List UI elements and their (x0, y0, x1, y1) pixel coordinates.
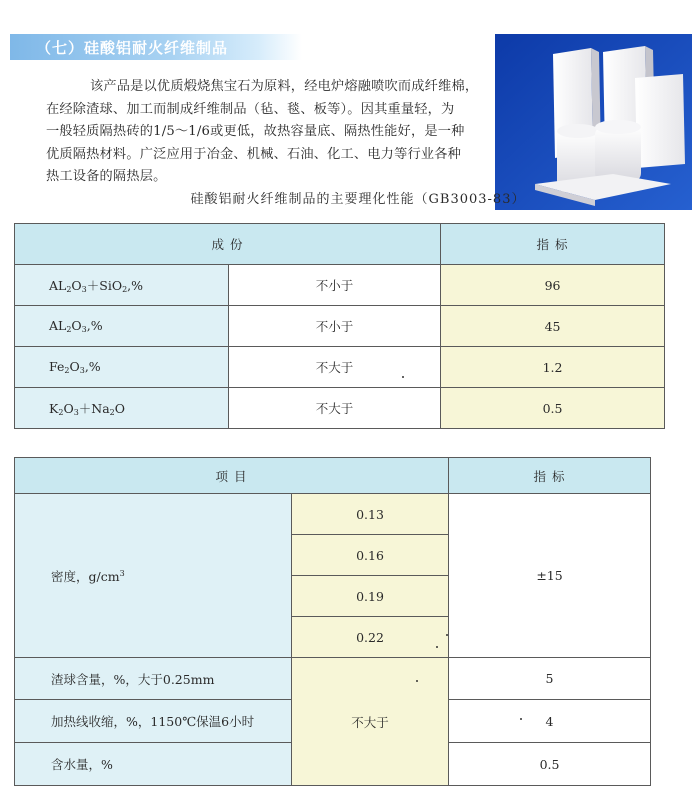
shrinkage-value: 4 (449, 700, 651, 743)
properties-table (14, 457, 651, 786)
row-label: $Fe_2O_3,\%$ (15, 347, 229, 388)
composition-table (14, 223, 665, 429)
scan-speck (446, 634, 448, 636)
density-value: 0.19 (292, 576, 449, 617)
row-condition: 不小于 (229, 265, 441, 306)
moisture-label: 含水量，% (15, 743, 292, 786)
not-greater-condition: 不大于 (292, 658, 449, 786)
density-tolerance: ±15 (449, 494, 651, 658)
row-label: $K_2O_3+Na_2O$ (15, 388, 229, 429)
scan-speck (416, 680, 418, 682)
scan-speck (436, 646, 438, 648)
intro-paragraph (46, 76, 496, 189)
row-value: 45 (441, 306, 665, 347)
intro-line: 一般轻质隔热砖的1/5～1/6或更低，故热容量底、隔热性能好，是一种 (46, 124, 465, 139)
shot-content-value: 5 (449, 658, 651, 700)
section-title-bar (10, 34, 302, 60)
row-label: $AL_2O_3+SiO_2,\%$ (15, 265, 229, 306)
product-photo (495, 34, 692, 210)
row-value: 1.2 (441, 347, 665, 388)
scan-speck (402, 376, 404, 378)
intro-line: 热工设备的隔热层。 (46, 169, 167, 184)
density-value: 0.16 (292, 535, 449, 576)
scan-speck (520, 718, 522, 720)
row-condition: 不大于 (229, 388, 441, 429)
table-caption: 硅酸铝耐火纤维制品的主要理化性能（GB3003-83） (190, 192, 526, 207)
header-index: 指 标 (449, 458, 651, 494)
intro-line: 优质隔热材料。广泛应用于冶金、机械、石油、化工、电力等行业各种 (46, 146, 462, 162)
header-index: 指 标 (441, 224, 665, 265)
density-value: 0.13 (292, 494, 449, 535)
density-label: 密度，$g/cm^3$ (15, 494, 292, 658)
row-value: 96 (441, 265, 665, 306)
shrinkage-label: 加热线收缩，%，1150℃保温6小时 (15, 700, 292, 743)
intro-line: 在经除渣球、加工而制成纤维制品（毡、毯、板等）。因其重量轻，为 (46, 101, 455, 117)
shot-content-label: 渣球含量，%，大于0.25mm (15, 658, 292, 700)
section-title: （七）硅酸铝耐火纤维制品 (36, 39, 229, 57)
row-value: 0.5 (441, 388, 665, 429)
row-condition: 不小于 (229, 306, 441, 347)
header-item: 项 目 (15, 458, 449, 494)
intro-line: 该产品是以优质煅烧焦宝石为原料，经电炉熔融喷吹而成纤维棉， (90, 79, 479, 94)
density-value: 0.22 (292, 617, 449, 658)
row-label: $AL_2O_3,\%$ (15, 306, 229, 347)
row-condition: 不大于 (229, 347, 441, 388)
moisture-value: 0.5 (449, 743, 651, 786)
header-component: 成 份 (15, 224, 441, 265)
